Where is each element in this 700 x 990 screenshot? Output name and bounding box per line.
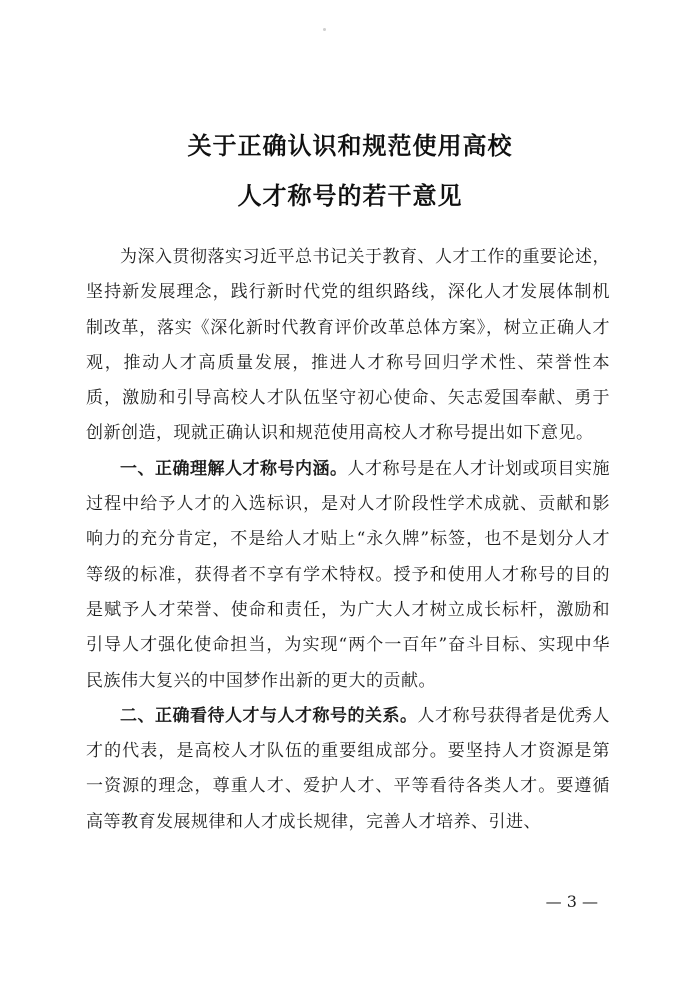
section-2-heading: 二、正确看待人才与人才称号的关系。 — [120, 705, 418, 726]
page-number: — 3 — — [545, 892, 598, 911]
paragraph-section-1 — [86, 452, 610, 699]
document-title-line-2: 人才称号的若干意见 — [237, 182, 463, 210]
section-1-heading: 一、正确理解人才称号内涵。 — [120, 458, 348, 479]
paragraph-text: 人才称号是在人才计划或项目实施过程中给予人才的入选标识，是对人才阶段性学术成就、贡献和影响力的充分肯定，不是给人才贴上“永久牌”标签，也不是划分人才等级的标准，获得者不享有学术特权。授予和使用人才称号的目的是赋予人才荣誉、使命和责任，为广大人才树立成长标杆，激励和引导人才强化使命担当，为实现“两个一百年”奋斗目标、实现中华民族伟大复兴的中国梦作出新的更大的贡献。 — [86, 458, 610, 691]
scan-speck — [323, 28, 326, 31]
document-title-line-1: 关于正确认识和规范使用高校 — [187, 132, 513, 160]
document-body — [86, 240, 610, 840]
paragraph-section-2 — [86, 699, 610, 840]
paragraph-intro — [86, 240, 610, 452]
paragraph-text: 人才称号获得者是优秀人才的代表，是高校人才队伍的重要组成部分。要坚持人才资源是第一资源的理念，尊重人才、爱护人才、平等看待各类人才。要遵循高等教育发展规律和人才成长规律，完善人才培养、引进、 — [86, 705, 610, 832]
paragraph-text: 为深入贯彻落实习近平总书记关于教育、人才工作的重要论述，坚持新发展理念，践行新时代党的组织路线，深化人才发展体制机制改革，落实《深化新时代教育评价改革总体方案》，树立正确人才观，推动人才高质量发展，推进人才称号回归学术性、荣誉性本质，激励和引导高校人才队伍坚守初心使命、矢志爱国奉献、勇于创新创造，现就正确认识和规范使用高校人才称号提出如下意见。 — [86, 247, 610, 444]
